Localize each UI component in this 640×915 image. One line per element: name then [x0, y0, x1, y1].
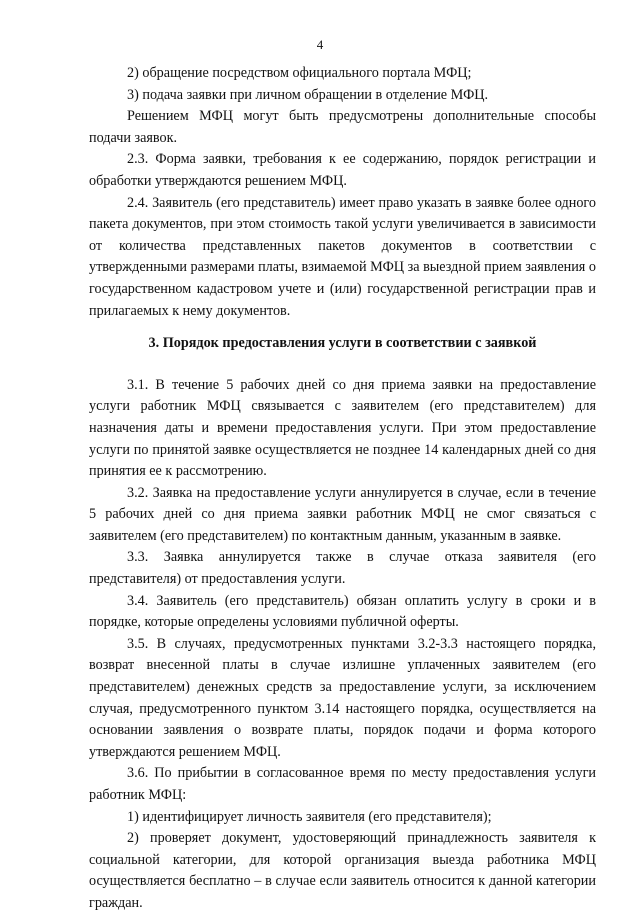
- paragraph-3-3: 3.3. Заявка аннулируется также в случае отказа заявителя (его представителя) от предоставления услуги.: [89, 549, 596, 588]
- paragraph-3-1: 3.1. В течение 5 рабочих дней со дня приема заявки на предоставление услуги работник МФЦ связывается с заявителем (его представителем) для назначения даты и времени предоставления услуги. При этом предоставление услуги по принятой заявке осуществляется не позднее 14 календарных дней со дня принятия ее к рассмотрению.: [89, 376, 596, 480]
- paragraph-3-6: 3.6. По прибытии в согласованное время по месту предоставления услуги работник МФЦ:: [89, 765, 596, 803]
- page-number: 4: [316, 37, 324, 52]
- paragraph-list-item-3: 3) подача заявки при личном обращении в отделение МФЦ.: [127, 86, 489, 103]
- paragraph-3-2: 3.2. Заявка на предоставление услуги аннулируется в случае, если в течение 5 рабочих дней со дня приема заявки работник МФЦ не смог связаться с заявителем (его представителем) по контактным данным, указанным в заявке.: [89, 484, 596, 544]
- paragraph-additional-methods: Решением МФЦ могут быть предусмотрены дополнительные способы подачи заявок.: [89, 108, 596, 146]
- section-heading: 3. Порядок предоставления услуги в соответствии с заявкой: [148, 335, 537, 352]
- paragraph-2-4: 2.4. Заявитель (его представитель) имеет право указать в заявке более одного пакета документов, при этом стоимость такой услуги увеличивается в зависимости от количества представленных пакетов документов в соответствии с утвержденными размерами платы, взимаемой МФЦ за выездной прием заявления о государственном кадастровом учете и (или) государственной регистрации прав и прилагаемых к нему документов.: [89, 194, 596, 319]
- paragraph-3-6-item-1: 1) идентифицирует личность заявителя (его представителя);: [127, 808, 492, 825]
- paragraph-list-item-2: 2) обращение посредством официального портала МФЦ;: [127, 65, 472, 81]
- paragraph-3-4: 3.4. Заявитель (его представитель) обязан оплатить услугу в сроки и в порядке, которые определены условиями публичной оферты.: [89, 592, 596, 631]
- paragraph-3-6-item-2: 2) проверяет документ, удостоверяющий принадлежность заявителя к социальной категории, для которой организация выезда работника МФЦ осуществляется бесплатно – в случае если заявитель относится к данной категории граждан.: [89, 830, 596, 911]
- paragraph-2-3: 2.3. Форма заявки, требования к ее содержанию, порядок регистрации и обработки утверждаются решением МФЦ.: [89, 151, 596, 189]
- document-body: [89, 63, 596, 915]
- paragraph-3-5: 3.5. В случаях, предусмотренных пунктами 3.2-3.3 настоящего порядка, возврат внесенной платы в случае излишне уплаченных заявителем (его представителем) денежных средств за предоставление услуги, за исключением случая, предусмотренного пунктом 3.14 настоящего порядка, осуществляется на основании заявления о возврате платы, порядок подачи и форма которого утверждаются решением МФЦ.: [89, 635, 596, 760]
